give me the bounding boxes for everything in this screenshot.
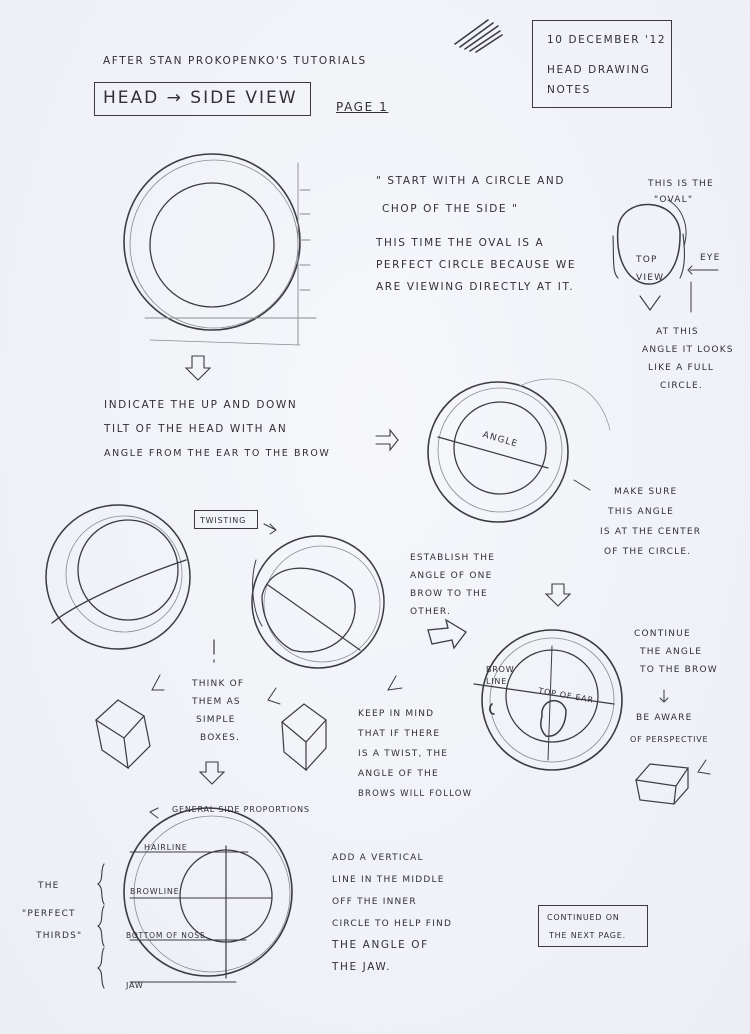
vertical-6: THE JAW.	[332, 961, 392, 973]
oval-note-2: "OVAL"	[654, 195, 694, 205]
arrow-down-1	[186, 356, 210, 380]
vertical-3: OFF THE INNER	[332, 897, 417, 907]
twist-circle-left	[46, 505, 190, 649]
angle-label: ANGLE	[481, 430, 520, 450]
box-sketch-2	[282, 704, 326, 770]
thirds-3: THIRDS"	[36, 931, 83, 941]
oval-text-3: ARE VIEWING DIRECTLY AT IT.	[376, 281, 575, 293]
vertical-5: THE ANGLE OF	[332, 939, 429, 951]
angle-note-3: LIKE A FULL	[648, 363, 715, 373]
title-box	[94, 82, 311, 116]
establish-3: BROW TO THE	[410, 589, 488, 599]
arrow-general	[150, 808, 158, 818]
twisting-label: TWISTING	[200, 516, 247, 525]
note-subtitle-2: NOTES	[547, 84, 591, 96]
date-box	[532, 20, 672, 108]
top-label: TOP	[636, 255, 658, 265]
arrow-down-2	[200, 762, 224, 784]
continue-3: TO THE BROW	[640, 665, 718, 675]
angle-note-4: CIRCLE.	[660, 381, 703, 391]
continued-1: CONTINUED ON	[547, 913, 620, 922]
continue-2: THE ANGLE	[640, 647, 703, 657]
oval-text-1: THIS TIME THE OVAL IS A	[376, 237, 545, 249]
note-subtitle-1: HEAD DRAWING	[547, 64, 651, 76]
establish-4: OTHER.	[410, 607, 452, 617]
tilt-text-1: INDICATE THE UP AND DOWN	[104, 399, 298, 411]
pen-test-scribble	[455, 20, 502, 52]
proportions-figure	[98, 808, 292, 988]
view-label: VIEW	[636, 273, 665, 283]
make-sure-2: THIS ANGLE	[608, 507, 675, 517]
boxes-4: BOXES.	[200, 733, 241, 743]
twisting-box	[194, 510, 258, 529]
tilt-text-3: ANGLE FROM THE EAR TO THE BROW	[104, 448, 331, 459]
page-label: PAGE 1	[336, 100, 389, 114]
aware-1: BE AWARE	[636, 713, 693, 723]
keep-5: BROWS WILL FOLLOW	[358, 789, 473, 799]
bottom-of-nose-label: BOTTOM OF NOSE	[126, 931, 206, 940]
circle-figure-1	[124, 154, 316, 345]
keep-3: IS A TWIST, THE	[358, 749, 449, 759]
arrow-right-1	[376, 430, 398, 450]
start-text-2: CHOP OF THE SIDE "	[382, 203, 519, 215]
vertical-2: LINE IN THE MIDDLE	[332, 875, 445, 885]
vertical-4: CIRCLE TO HELP FIND	[332, 919, 453, 929]
browline-label: BROWLINE	[130, 887, 180, 896]
angle-circle-figure	[428, 379, 610, 522]
eye-label: EYE	[700, 253, 721, 263]
brow-line-2: LINE	[486, 677, 508, 686]
top-of-ear-label: TOP OF EAR	[537, 686, 595, 705]
continue-1: CONTINUE	[634, 629, 691, 639]
box-sketch-1	[96, 700, 150, 768]
arrow-big-left	[428, 620, 466, 648]
general-proportions: GENERAL SIDE PROPORTIONS	[172, 805, 310, 814]
thirds-2: "PERFECT	[22, 909, 76, 919]
make-sure-1: MAKE SURE	[614, 487, 678, 497]
boxes-2: THEM AS	[192, 697, 241, 707]
boxes-3: SIMPLE	[196, 715, 236, 725]
establish-2: ANGLE OF ONE	[410, 571, 493, 581]
arrow-curve-left	[152, 675, 164, 690]
arrow-curve-mid	[268, 688, 280, 704]
hairline-label: HAIRLINE	[144, 843, 188, 852]
arrow-to-keep	[388, 676, 402, 690]
start-text-1: " START WITH A CIRCLE AND	[376, 175, 566, 187]
jaw-label: JAW	[126, 981, 144, 990]
keep-1: KEEP IN MIND	[358, 709, 435, 719]
arrow-make-sure	[574, 480, 590, 490]
note-date: 10 DECEMBER '12	[547, 34, 667, 46]
thirds-1: THE	[38, 881, 60, 891]
page-title: HEAD → SIDE VIEW	[103, 88, 298, 108]
keep-4: ANGLE OF THE	[358, 769, 439, 779]
boxes-1: THINK OF	[192, 679, 245, 689]
make-sure-3: IS AT THE CENTER	[600, 527, 702, 537]
arrow-to-twist-middle	[264, 524, 276, 534]
keep-2: THAT IF THERE	[358, 729, 441, 739]
oval-note-1: THIS IS THE	[648, 179, 714, 189]
continued-2: THE NEXT PAGE.	[549, 931, 626, 940]
angle-note-2: ANGLE IT LOOKS	[642, 345, 734, 355]
arrow-down-3	[546, 584, 570, 606]
twist-circle-middle	[252, 536, 384, 668]
make-sure-4: OF THE CIRCLE.	[604, 547, 692, 557]
angle-note-1: AT THIS	[656, 327, 699, 337]
continued-box	[538, 905, 648, 947]
tilt-text-2: TILT OF THE HEAD WITH AN	[104, 423, 288, 435]
establish-1: ESTABLISH THE	[410, 553, 496, 563]
arrow-continue-down	[660, 690, 668, 702]
aware-2: OF PERSPECTIVE	[630, 735, 709, 744]
brow-line-1: BROW	[486, 665, 515, 674]
credit-line: AFTER STAN PROKOPENKO'S TUTORIALS	[103, 55, 367, 67]
arrow-aware	[698, 760, 710, 774]
oval-text-2: PERFECT CIRCLE BECAUSE WE	[376, 259, 577, 271]
vertical-1: ADD A VERTICAL	[332, 853, 424, 863]
box-sketch-3	[636, 764, 688, 804]
